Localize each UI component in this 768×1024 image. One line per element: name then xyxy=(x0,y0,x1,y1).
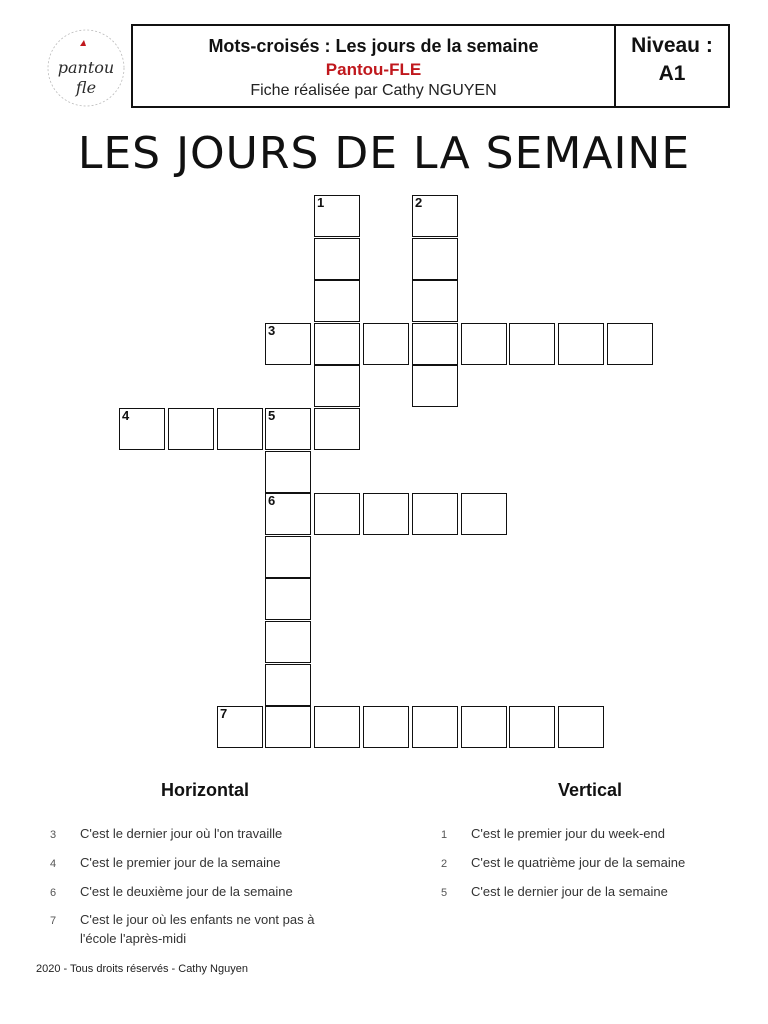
crossword-cell[interactable] xyxy=(217,706,263,748)
crossword-cell[interactable] xyxy=(558,706,604,748)
level-label: Niveau : xyxy=(631,34,713,57)
crossword-cell[interactable] xyxy=(363,706,409,748)
crossword-cell[interactable] xyxy=(412,493,458,535)
horizontal-heading: Horizontal xyxy=(161,780,249,800)
cell-number: 4 xyxy=(122,408,130,423)
clue-number: 4 xyxy=(50,858,57,870)
crossword-cell[interactable] xyxy=(314,195,360,237)
crossword-cell[interactable] xyxy=(265,536,311,578)
cell-number: 2 xyxy=(415,195,423,210)
crossword-cell[interactable] xyxy=(265,706,311,748)
crossword-cell[interactable] xyxy=(265,323,311,365)
brand-name: Pantou-FLE xyxy=(325,60,422,79)
page-title: LES JOURS DE LA SEMAINE xyxy=(77,128,691,179)
cell-number: 1 xyxy=(317,195,325,210)
logo-script-line1: pantou xyxy=(57,58,115,77)
cell-number: 3 xyxy=(268,323,276,338)
crossword-cell[interactable] xyxy=(314,706,360,748)
crossword-cell[interactable] xyxy=(461,323,507,365)
crossword-cell[interactable] xyxy=(314,280,360,322)
crossword-cell[interactable] xyxy=(412,323,458,365)
author-line: Fiche réalisée par Cathy NGUYEN xyxy=(250,82,497,99)
crossword-cell[interactable] xyxy=(265,408,311,450)
horizontal-clues xyxy=(40,780,370,946)
crossword-cell[interactable] xyxy=(509,323,555,365)
crossword-cell[interactable] xyxy=(412,195,458,237)
crossword-cell[interactable] xyxy=(265,493,311,535)
clue-number: 3 xyxy=(50,829,57,841)
clue-number: 2 xyxy=(441,858,448,870)
logo-script-line2: fle xyxy=(75,78,97,97)
crossword-cell[interactable] xyxy=(314,408,360,450)
crossword-cell[interactable] xyxy=(461,493,507,535)
clue-number: 7 xyxy=(50,915,57,927)
clues-section xyxy=(40,780,730,950)
crossword-cell[interactable] xyxy=(314,365,360,407)
clue-text: C'est le premier jour du week-end xyxy=(471,826,665,841)
crossword-cell[interactable] xyxy=(607,323,653,365)
crossword-cell[interactable] xyxy=(168,408,214,450)
crossword-cell[interactable] xyxy=(119,408,165,450)
crossword-cell[interactable] xyxy=(509,706,555,748)
crossword-cell[interactable] xyxy=(314,238,360,280)
crossword-cell[interactable] xyxy=(217,408,263,450)
crossword-cell[interactable] xyxy=(412,365,458,407)
crossword-cell[interactable] xyxy=(412,238,458,280)
copyright-footer: 2020 - Tous droits réservés - Cathy Nguyen xyxy=(36,963,248,975)
crossword-cell[interactable] xyxy=(363,323,409,365)
crossword-cell[interactable] xyxy=(265,621,311,663)
clue-text: C'est le dernier jour de la semaine xyxy=(471,884,668,899)
clue-number: 6 xyxy=(50,887,57,899)
level-value: A1 xyxy=(658,62,686,85)
crossword-cell[interactable] xyxy=(265,664,311,706)
crossword-cell[interactable] xyxy=(363,493,409,535)
crossword-cell[interactable] xyxy=(265,578,311,620)
cell-number: 7 xyxy=(220,706,228,721)
crossword-cell[interactable] xyxy=(265,451,311,493)
crossword-cell[interactable] xyxy=(314,493,360,535)
vertical-clues xyxy=(425,780,755,899)
crossword-cell[interactable] xyxy=(412,280,458,322)
clue-text: C'est le premier jour de la semaine xyxy=(80,855,281,870)
crossword-cell[interactable] xyxy=(412,706,458,748)
crossword-cell[interactable] xyxy=(461,706,507,748)
clue-number: 5 xyxy=(441,887,448,899)
cell-number: 5 xyxy=(268,408,276,423)
crossword-cell[interactable] xyxy=(558,323,604,365)
vertical-heading: Vertical xyxy=(557,780,623,800)
clue-text: C'est le quatrième jour de la semaine xyxy=(471,855,686,870)
clue-text: C'est le dernier jour où l'on travaille xyxy=(80,826,283,841)
clue-number: 1 xyxy=(441,829,448,841)
clue-text: C'est le deuxième jour de la semaine xyxy=(80,884,293,899)
cell-number: 6 xyxy=(268,493,276,508)
crossword-cell[interactable] xyxy=(314,323,360,365)
clue-text: C'est le jour où les enfants ne vont pas à l'école l'après-midi xyxy=(80,912,315,946)
worksheet-title: Mots-croisés : Les jours de la semaine xyxy=(208,36,539,56)
